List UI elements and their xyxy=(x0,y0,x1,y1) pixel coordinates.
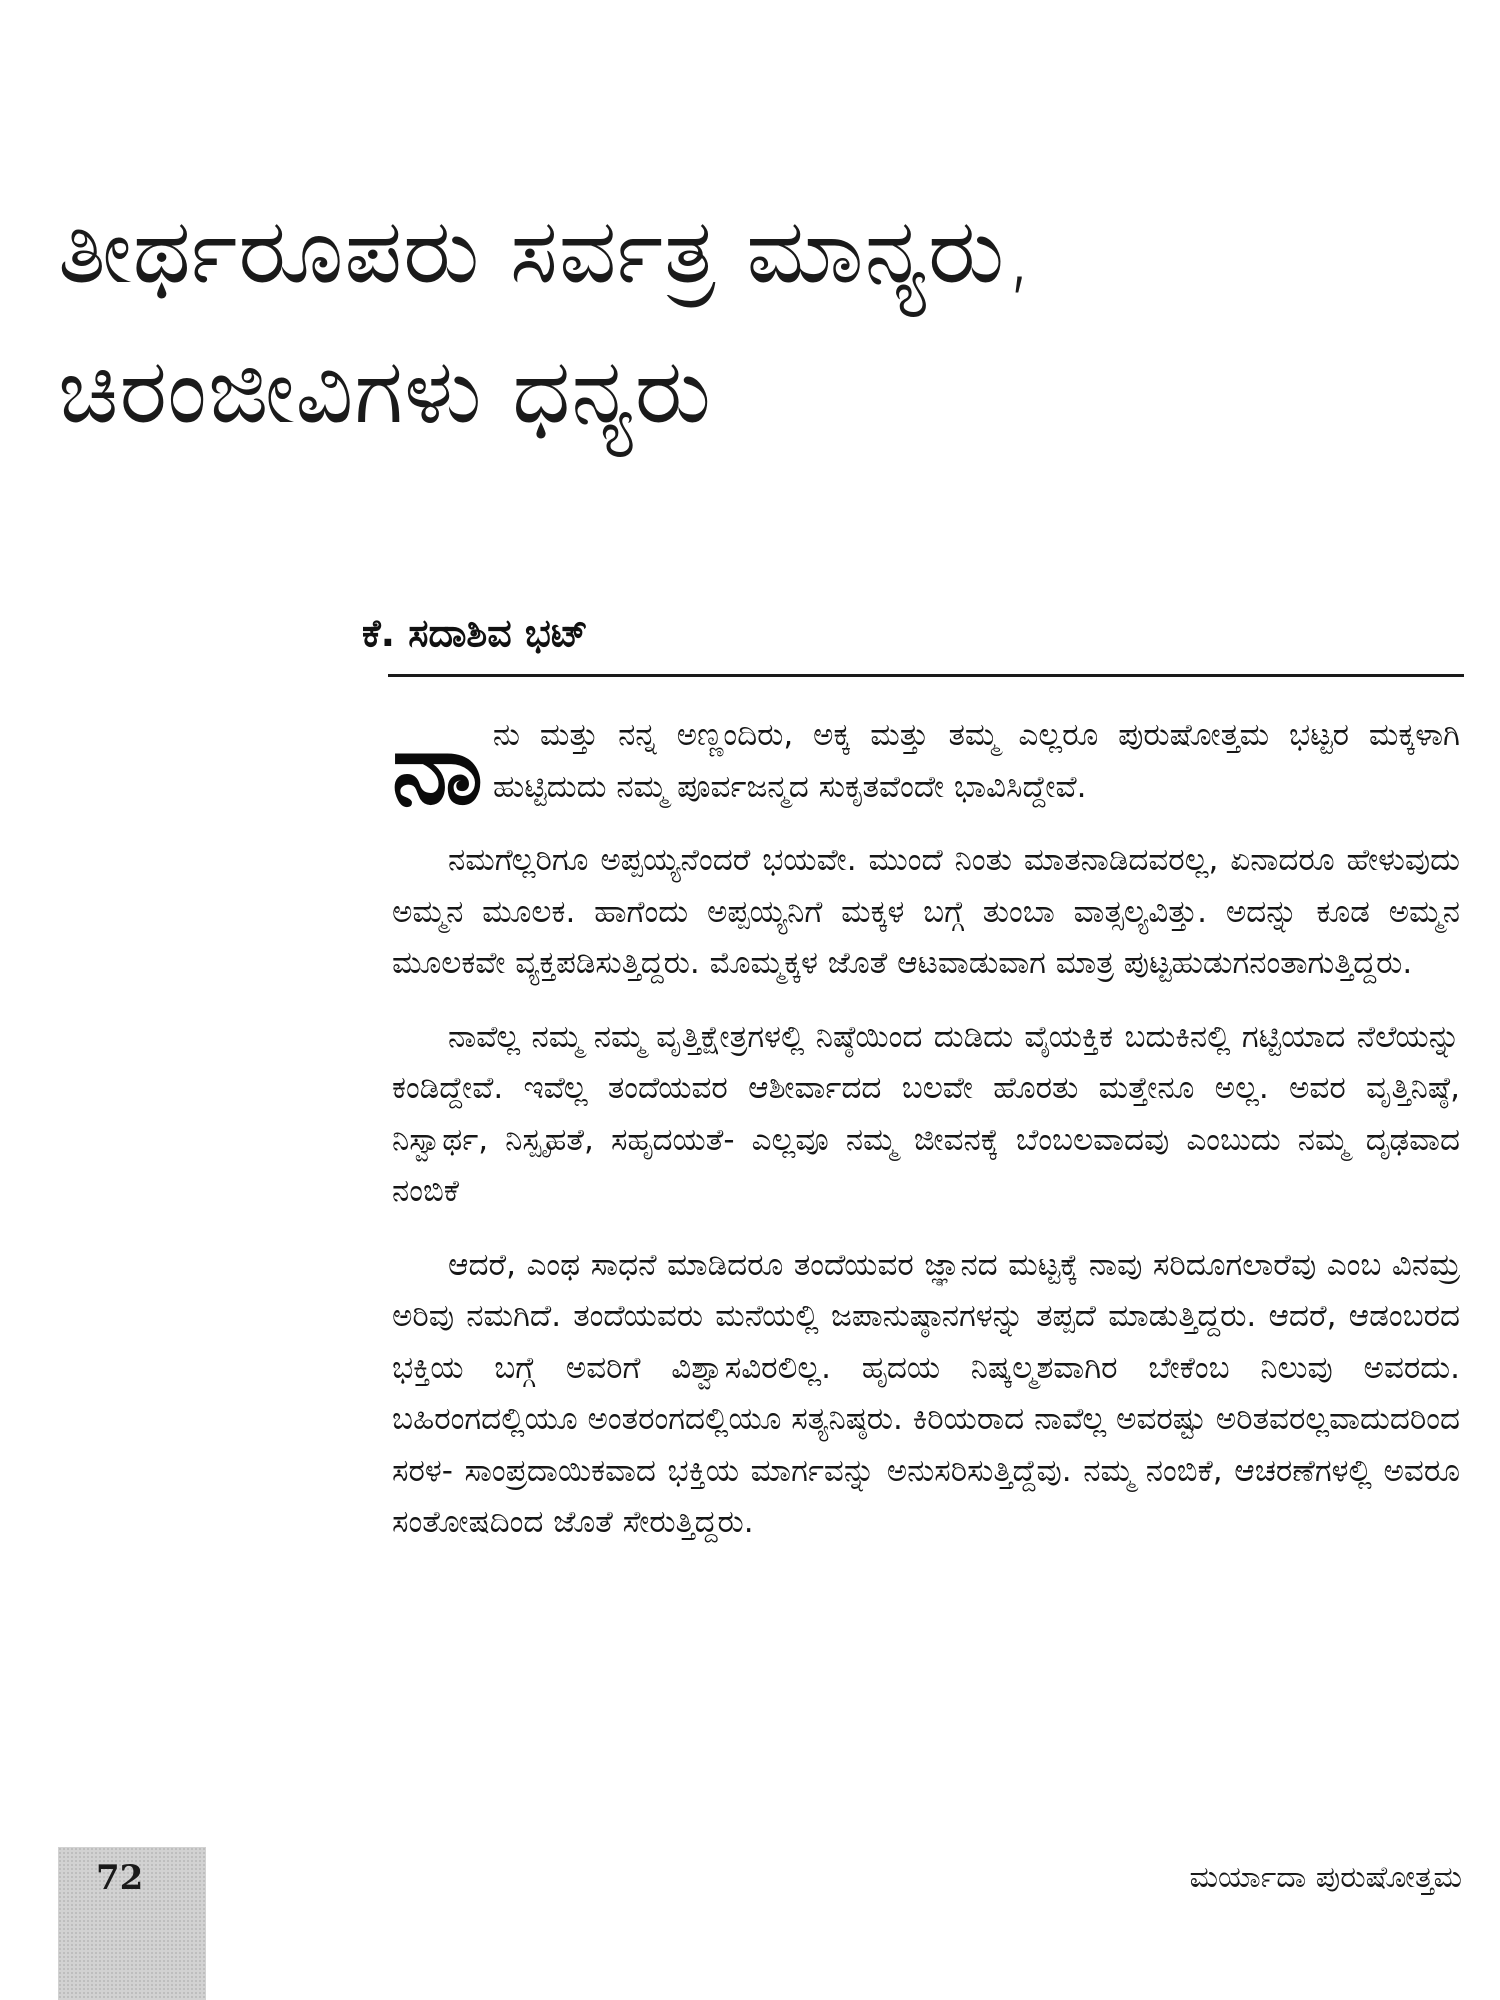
paragraph: ನಾವೆಲ್ಲ ನಮ್ಮ ನಮ್ಮ ವೃತ್ತಿಕ್ಷೇತ್ರಗಳಲ್ಲಿ ನಿಷ್ಠೆಯಿಂದ ದುಡಿದು ವೈಯಕ್ತಿಕ ಬದುಕಿನಲ್ಲಿ ಗಟ್ಟಿಯಾದ ನೆಲೆಯನ್ನು ಕಂಡಿದ್ದೇವೆ. ಇವೆಲ್ಲ ತಂದೆಯವರ ಆಶೀರ್ವಾದದ ಬಲವೇ ಹೊರತು ಮತ್ತೇನೂ ಅಲ್ಲ. ಅವರ ವೃತ್ತಿನಿಷ್ಠೆ, ನಿಸ್ವಾರ್ಥ, ನಿಸ್ಪೃಹತೆ, ಸಹೃದಯತೆ- ಎಲ್ಲವೂ ನಮ್ಮ ಜೀವನಕ್ಕೆ ಬೆಂಬಲವಾದವು ಎಂಬುದು ನಮ್ಮ ದೃಢವಾದ ನಂಬಿಕೆ xyxy=(392,1018,1460,1209)
paragraph xyxy=(392,709,1460,827)
paragraph: ನಮಗೆಲ್ಲರಿಗೂ ಅಪ್ಪಯ್ಯನೆಂದರೆ ಭಯವೇ. ಮುಂದೆ ನಿಂತು ಮಾತನಾಡಿದವರಲ್ಲ, ಏನಾದರೂ ಹೇಳುವುದು ಅಮ್ಮನ ಮೂಲಕ. ಹಾಗೆಂದು ಅಪ್ಪಯ್ಯನಿಗೆ ಮಕ್ಕಳ ಬಗ್ಗೆ ತುಂಬಾ ವಾತ್ಸಲ್ಯವಿತ್ತು. ಅದನ್ನು ಕೂಡ ಅಮ್ಮನ ಮೂಲಕವೇ ವ್ಯಕ್ತಪಡಿಸುತ್ತಿದ್ದರು. ಮೊಮ್ಮಕ್ಕಳ ಜೊತೆ ಆಟವಾಡುವಾಗ ಮಾತ್ರ ಪುಟ್ಟಹುಡುಗನಂತಾಗುತ್ತಿದ್ದರು. xyxy=(392,842,1460,981)
author-byline: ಕೆ. ಸದಾಶಿವ ಭಟ್ xyxy=(362,611,589,655)
article-body xyxy=(392,710,1460,1571)
paragraph: ಆದರೆ, ಎಂಥ ಸಾಧನೆ ಮಾಡಿದರೂ ತಂದೆಯವರ ಜ್ಞಾನದ ಮಟ್ಟಕ್ಕೆ ನಾವು ಸರಿದೂಗಲಾರೆವು ಎಂಬ ವಿನಮ್ರ ಅರಿವು ನಮಗಿದೆ. ತಂದೆಯವರು ಮನೆಯಲ್ಲಿ ಜಪಾನುಷ್ಠಾನಗಳನ್ನು ತಪ್ಪದೆ ಮಾಡುತ್ತಿದ್ದರು. ಆದರೆ, ಆಡಂಬರದ ಭಕ್ತಿಯ ಬಗ್ಗೆ ಅವರಿಗೆ ವಿಶ್ವಾಸವಿರಲಿಲ್ಲ. ಹೃದಯ ನಿಷ್ಕಲ್ಮಶವಾಗಿರ ಬೇಕೆಂಬ ನಿಲುವು ಅವರದು. ಬಹಿರಂಗದಲ್ಲಿಯೂ ಅಂತರಂಗದಲ್ಲಿಯೂ ಸತ್ಯನಿಷ್ಠರು. ಕಿರಿಯರಾದ ನಾವೆಲ್ಲ ಅವರಷ್ಟು ಅರಿತವರಲ್ಲವಾದುದರಿಂದ ಸರಳ- ಸಾಂಪ್ರದಾಯಿಕವಾದ ಭಕ್ತಿಯ ಮಾರ್ಗವನ್ನು ಅನುಸರಿಸುತ್ತಿದ್ದೆವು. ನಮ್ಮ ನಂಬಿಕೆ, ಆಚರಣೆಗಳಲ್ಲಿ ಅವರೂ ಸಂತೋಷದಿಂದ ಜೊತೆ ಸೇರುತ್ತಿದ್ದರು. xyxy=(392,1246,1460,1540)
running-footer-title: ಮರ್ಯಾದಾ ಪುರುಷೋತ್ತಮ xyxy=(1189,1860,1462,1895)
title-line-1: ತೀರ್ಥರೂಪರು ಸರ್ವತ್ರ ಮಾನ್ಯರು, xyxy=(58,199,1035,304)
title-line-2: ಚಿರಂಜೀವಿಗಳು ಧನ್ಯರು xyxy=(58,339,713,444)
drop-cap: ನಾ xyxy=(392,709,483,827)
page-number: 72 xyxy=(96,1858,144,1898)
article-title xyxy=(58,182,1458,462)
paragraph-text: ನು ಮತ್ತು ನನ್ನ ಅಣ್ಣಂದಿರು, ಅಕ್ಕ ಮತ್ತು ತಮ್ಮ ಎಲ್ಲರೂ ಪುರುಷೋತ್ತಮ ಭಟ್ಟರ ಮಕ್ಕಳಾಗಿ ಹುಟ್ಟಿದುದು ನಮ್ಮ ಪೂರ್ವಜನ್ಮದ ಸುಕೃತವೆಂದೇ ಭಾವಿಸಿದ್ದೇವೆ. xyxy=(492,717,1460,805)
byline-divider xyxy=(388,674,1464,677)
